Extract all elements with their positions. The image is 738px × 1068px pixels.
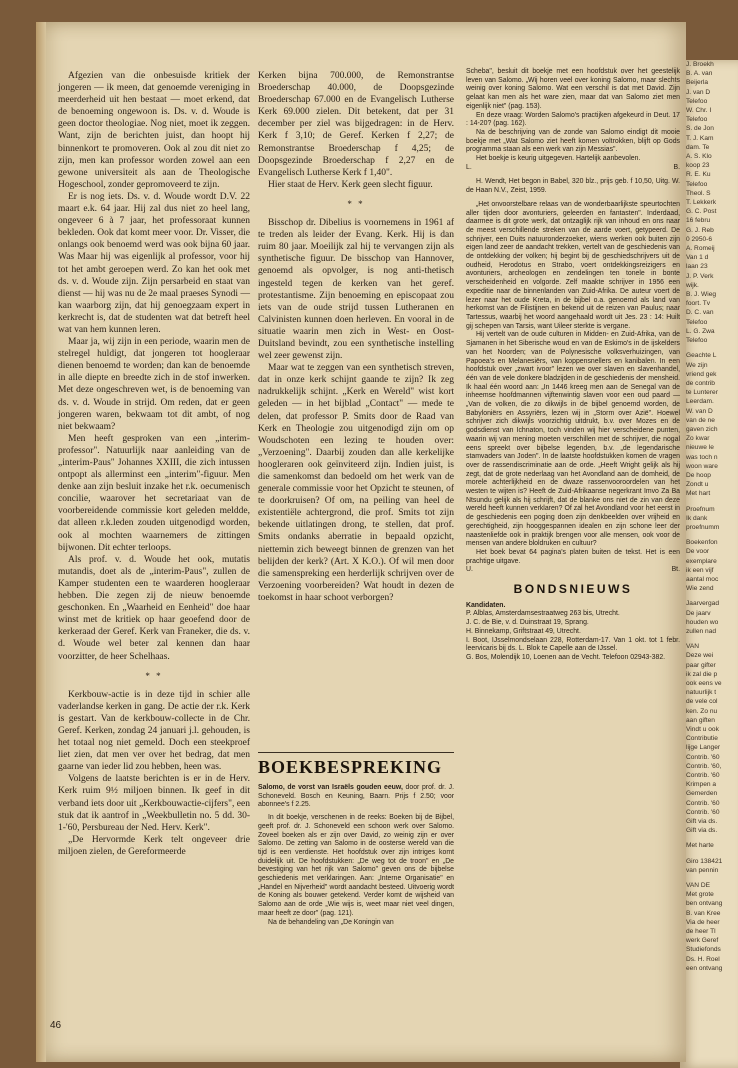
adjacent-page-line: Contrib. '60: [686, 753, 720, 761]
adjacent-page-line: Giro 138421: [686, 857, 723, 865]
adjacent-page-line: aan giften: [686, 716, 715, 724]
column-1: [58, 70, 250, 858]
adjacent-page-line: natuurlijk t: [686, 689, 717, 697]
adjacent-page-line: ook eens ve: [686, 680, 722, 687]
adjacent-page-line: Contrib. '60: [686, 772, 720, 780]
paragraph: Kerken bijna 700.000, de Remonstrantse Broederschap 40.000, de Doopsgezinde Broederschap 67.000 en de Evangelisch Lutherse Kerk 69.000 zielen. Dit betekent, dat per 31 december per ziel was bijgedragen: in de Herv. Kerk f 3,10; de Geref. Kerken f 2,27; de Remonstrantse Broederschap f 4,25; de Doopsgezinde Broederschap f 2,27 en de Evangelisch Lutherse Kerk f 1,40".: [258, 71, 454, 178]
paragraph: Men heeft gesproken van een „interim-professor". Natuurlijk naar aanleiding van de „interim-Paus" Johannes XXIII, die zich intussen ontpopt als allerminst een „interim"-figuur. Men denke aan zijn besluit inzake het r.k. oecumenisch concilie, waarover het secretariaat van de voorbereidende commissie kort geleden meldde, dat alleen r.k.leden zouden uitgenodigd worden, ook al mochten waarnemers de zittingen bijwonen. Dit echter terloops.: [58, 433, 250, 553]
paragraph: Afgezien van die onbesuisde kritiek der jongeren — ik meen, dat genoemde vereniging in meerderheid uit hen bestaat — moet erkend, dat de benoeming ongewoon is. Ds. v. d. Woude is geen doctor theologiae. Nog niet, moet ik zeggen. Want, zijn de berichten juist, dan hoopt hij binnenkort te promoveren. Ook al zou dit niet zo zijn, men kan professor worden zowel aan een gewone universiteit als aan de Theologische Hogeschool, zonder gepromoveerd te zijn.: [58, 71, 250, 190]
adjacent-page-line: aantal moc: [686, 575, 719, 583]
paragraph: Maar ja, wij zijn in een periode, waarin men de stelregel huldigt, dat jongeren tot hoogleraar dienen benoemd te worden; dan kan de benoemde in alle diepte en breedte zich in de stof inwerken. Met deze ongeschreven wet, is de benoeming van ds. v. d. Woude in strijd. Om reden, dat er geen jongeren waren, bekwaam tot dit ambt, of nog niet bekwaam?: [58, 337, 250, 432]
adjacent-page-line: Theol. S: [686, 189, 711, 197]
review-paragraph: Na de behandeling van „De Koningin van: [268, 918, 394, 926]
list-item: I. Boot, IJsselmondselaan 228, Rotterdam-17. Van 1 okt. tot 1 febr. leervicaris bij ds. L. Blok te Capelle aan de IJssel.: [466, 636, 680, 653]
adjacent-page-line: laan 23: [686, 263, 708, 271]
adjacent-page-line: De hoop: [686, 471, 711, 479]
adjacent-page-line: 0 2950-6: [686, 235, 713, 243]
adjacent-page-line: J. P. Verk: [686, 272, 714, 280]
adjacent-page-line: Contributie: [686, 735, 718, 743]
adjacent-page-line: Contrib. '60: [686, 799, 720, 807]
book-entry: [258, 784, 454, 810]
column-2: [258, 70, 454, 604]
signature-line: [466, 566, 680, 575]
adjacent-page-line: De voor: [686, 548, 710, 556]
adjacent-page-line: Deze wei: [686, 652, 714, 660]
adjacent-page-line: Ds. H. Roel: [686, 955, 720, 963]
adjacent-page-line: Gift via ds.: [686, 818, 718, 826]
adjacent-page-line: G. C. Post: [686, 208, 717, 216]
adjacent-page-line: Telefoo: [686, 97, 708, 105]
review-paragraph: In dit boekje, verschenen in de reeks: Boeken bij de Bijbel, geeft prof. dr. J. Schoneveld een schoon werk over Salomo. Zoveel boeken als er zijn over David, zo weinig zijn er over Salomo. De zetting van Salomo in de oosterse wereld van die tijd is een verdienste. Het hoofdstuk over zijn intriges komt duidelijk uit. De hoofdstukken: „De weg tot de troon" en „De bevestiging van het rijk van Salomo" geven ons de bijbelse geschiedenis met verklaringen. Aan: „Interne Organisatie" en „Handel en Nijverheid" wordt aandacht besteed. Uitvoerig wordt de Koning als bouwer getekend. Verder komt de wijsheid van Salomo aan de orde „Wie wijs is, weet maar niet veel dingen, maar heeft ze door" (pag. 121).: [258, 814, 454, 917]
paragraph: Na de beschrijving van de zonde van Salomo eindigt dit mooie boekje met „Wat Salomo ziet heeft komen voltrokken, blijft op Gods programma staan als een werk van zijn Messias".: [466, 128, 680, 154]
adjacent-page-line: Studiefonds: [686, 946, 721, 954]
paragraph: Scheba", besluit dit boekje met een hoofdstuk over het geestelijk leven van Salomo. „Wij horen veel over koning Salomo, maar slechts weinig over koning Salomo. Wat een verschil is dat met David. Zijn gelaat kan men als het ware zien, maar dat van Salomo ziet men eigenlijk niet" (pag. 153).: [466, 68, 680, 110]
paragraph: Volgens de laatste berichten is er in de Herv. Kerk ruim 9½ miljoen binnen. Ik geef in dit verband iets door uit „Kerkbouwactie-cijfers", een stuk dat ik aantrof in „Weekbulletin no. 5 dd. 30-1-'60, Persbureau der Ned. Herv. Kerk".: [58, 774, 250, 833]
adjacent-page-line: houden wo: [686, 618, 719, 626]
adjacent-page-line: Wie zend: [686, 585, 714, 593]
paragraph: Hij vertelt van de oude culturen in Midden- en Zuid-Afrika, van de Sjamanen in het Siberische woud en van de Eskimo's in de ijskelders van het Noorden; van de Polynesische volksverhuizingen, van Papoea's en Melanesiërs, van koppensnellers en kanibalen. In een hoofdstuk over „zwart ivoor" lezen we over slaven en slavenhandel, één van de vele donkere bladzijden in de geschiedenis der mensheid. Ik haal één woord aan: „In 1446 kreeg men aan de Senegal van de inheemse hoofdmannen vijftenwintig slaven voor een oud paard — „Van de volken, die zo dikwijls in de bijbel genoemd worden, de Babyloniërs en Assyriërs, lezen wij in „Storm over Azië". Hoewel schrijver zich dikwijls voorzichtig uitdrukt, b.v. over Mozes en de godsdienst van Ichnaton, toch vinden wij hier verscheidene punten, waarin wij van mening moeten verschillen met de schrijver, die nogal eens spreekt over bijbelse legenden, b.v. „de legendarische stamvaders van Joden". In de laatste hoofdstukken komen de vragen over de rassendiscriminatie aan de orde. „Heeft Wright gelijk als hij zegt, dat de grote nederlaag van het Avondland aan de domheid, de morele achterlijkheid en de dwaze rassenvooroordelen van het westen te wijten is? Heeft de Zuid-Afrikaanse negerkrant Imvo Za Ba Ntsundu gelijk als hij schrijft, dat de blanke ons niet de zin van deze wereld heeft kunnen verklaren? Of zal het Avondland voor het eerst in de geschiedenis een poging doen zijn denkbeelden over vrijheid en gerechtigheid, zijn hooggespannen idealen en zijn schone leer der naastenliefde ook in praktijk brengen voor alle mensen, ook voor de mensen van andere bloldruken en cultuur?: [466, 331, 680, 548]
adjacent-page-line: dam. Te: [686, 143, 710, 151]
adjacent-page-line: Met harte: [686, 842, 714, 850]
adjacent-page: [680, 60, 738, 1068]
adjacent-page-line: Proefnum: [686, 505, 715, 513]
adjacent-page-line: Telefoo: [686, 318, 708, 326]
paragraph: Bisschop dr. Dibelius is voornemens in 1961 af te treden als leider der Evang. Kerk. Hij is dan ruim 80 jaar. Moeilijk zal hij te vervangen zijn als synthetische figuur. De bisschop van Hannover, genoemd als opvolger, is nog anti-thetisch ingesteld tegen de kerken van het geref. protestantisme. Zijn benoeming en episcopaat zou iets van de oude strijd tussen Lutheranen en Calvinisten kunnen doen herleven. En vooral in de situatie waarin men zich in West- en Oost-Duitsland bevindt, zou een synthetische instelling wel zeer gewenst zijn.: [258, 218, 454, 362]
adjacent-page-line: W. Chr. I: [686, 107, 712, 115]
adjacent-page-line: Met grote: [686, 891, 714, 899]
adjacent-page-line: nieuwe le: [686, 444, 714, 452]
section-divider: * *: [347, 198, 365, 209]
review-heading: BOEKBESPREKING: [258, 757, 443, 777]
adjacent-page-line: Jaarvergad: [686, 600, 719, 608]
adjacent-page-line: T. J. Kam: [686, 134, 714, 142]
adjacent-page-line: woon ware: [686, 462, 718, 470]
adjacent-page-line: VAN: [686, 643, 700, 651]
bondsnieuws-heading: BONDSNIEUWS: [513, 582, 633, 597]
paragraph: Kerkbouw-actie is in deze tijd in schier alle vaderlandse kerken in gang. De actie der r.k. Kerk is gestart. Van de kerkbouw-collecte in de Chr. Geref. Kerken, zondag 24 januari j.l. gehouden, is het totaal nog niet gemeld. Doch een steekproef liet zien, dat men ver over het bedrag, dat men gaarne van ieder lid zou hebben, heen was.: [58, 689, 250, 773]
divider-rule: [258, 752, 454, 753]
adjacent-page-line: Via de heer: [686, 918, 720, 926]
adjacent-page-line: vriend gek: [686, 370, 717, 378]
paragraph: Er is nog iets. Ds. v. d. Woude wordt D.V. 22 maart e.k. 64 jaar. Hij zal dus niet zo heel lang, ongeveer 6 à 7 jaar, het professoraat kunnen bekleden. Ook dat komt meer voor. Dr. Visser, die onlangs ook benoemd werd was ook bijna 60 jaar. Was Maar hij was eigenlijk al professor, voor hij tot het ambt geroepen werd. Zo kan het ook met ds. v. d. Woude zijn. Zijn persarbeid en staat van dienst — hij was nu de 2e maal praeses Synodi — kan waarborg zijn, dat hij genoegzaam expert in kerkrecht is, dat de studenten wat dat betreft heel wat van hem kunnen leren.: [58, 191, 250, 335]
adjacent-page-line: Telefoo: [686, 180, 708, 188]
adjacent-page-line: Zondt u: [686, 481, 709, 489]
adjacent-page-line: B. A. van: [686, 70, 713, 78]
section-divider: * *: [145, 670, 163, 681]
adjacent-page-line: Contrib. '60: [686, 808, 720, 816]
adjacent-page-line: A. Romeij: [686, 245, 715, 253]
signature-line: [466, 164, 680, 173]
adjacent-page-line: L. G. Zwa: [686, 327, 715, 335]
adjacent-page-line: Leerdam.: [686, 398, 714, 406]
adjacent-page-line: Telefoo: [686, 116, 708, 124]
adjacent-page-line: lijge Langer: [686, 744, 721, 752]
adjacent-page-line: De jaarv: [686, 609, 711, 617]
signature: L.: [466, 163, 472, 171]
adjacent-page-line: gaven zich: [686, 425, 718, 433]
adjacent-page-line: wijk.: [686, 281, 699, 289]
adjacent-page-line: G. J. Reb: [686, 226, 714, 234]
adjacent-page-line: Contrib. '60,: [686, 762, 722, 770]
paragraph: Het boekje is keurig uitgegeven. Hartelijk aanbevolen.: [476, 155, 641, 163]
adjacent-page-line: van pennin: [686, 866, 719, 874]
book-title: Salomo, de vorst van Israëls gouden eeuw,: [258, 784, 403, 791]
adjacent-page-line: een ontvang: [686, 964, 723, 972]
adjacent-page-line: ken. Zo nu: [686, 707, 718, 715]
column-3: [466, 68, 680, 663]
signature: B.: [673, 163, 680, 171]
adjacent-page-line: paar gifter: [686, 661, 716, 669]
paragraph: „Het onvoorstelbare relaas van de wonderbaarlijkste speurtochten aller tijden door avonturiers, geleerden en fantasten". Inderdaad, daarmee is dit grote werk, dat ontzaglijk rijk van inhoud en ons naar de meest verschillende streken van de aarde voert, getypeerd. De schrijver, een Duits natuuronderzoeker, wiens werken ook buiten zijn eigen land zeer de aandacht trekken, vertelt van de geschiedenis van de ontdekking der volken; hij begint bij de geschiedschrijvers uit de oudheid, Herodotus en Strabo, voert ontdekkingsreizigers en avonturiers, archeologen en zendelingen ten tonele in bonte verscheidenheid en volgorde. Zelf maakte schrijver in 1956 een expeditie naar de binnenlanden van Zuid-Afrika. De auteur voert de lezer naar het oude Kreta, in de bijbel o.a. genoemd als land van herkomst van de Filistijnen en bekend uit de reizen van Paulus; naar Tartessus, waarbij het woord aangehaald wordt uit Jes. 23 : 14: Huilt gij schepen van Tarsis, want Uileer sterkte is verganе.: [466, 200, 680, 330]
adjacent-page-line: J. van D: [686, 88, 711, 96]
page-number: 46: [50, 1020, 62, 1031]
adjacent-page-line: Krimpen a: [686, 781, 717, 789]
paragraph: Als prof. v. d. Woude het ook, mutatis mutandis, doet als de „interim-Paus", zullen de Kamper studenten een te waarderen hoogleraar hebben. Die zegen zij de nieuw benoemde geschonken. En „Waarheid en Eenheid" doe haar winst met de kritiek op haar geoefend door de kerkeraad der Geref. Kerk van Franeker, die ds. v. d. Woude wel beter zal kennen dan haar voorzitter, de heer Schelhaas.: [58, 554, 250, 662]
adjacent-page-line: ik een vijf: [686, 566, 714, 574]
adjacent-page-line: 16 febru: [686, 217, 711, 225]
adjacent-page-line: Ik dank: [686, 514, 708, 522]
adjacent-page-line: A. S. Klo: [686, 153, 712, 161]
adjacent-page-line: de vele col: [686, 698, 718, 706]
bondsnieuws-subheading: Kandidaten.: [466, 601, 506, 609]
adjacent-page-line: S. de Jon: [686, 125, 714, 133]
adjacent-page-line: de heer Tl: [686, 928, 716, 936]
list-item: J. C. de Bie, v. d. Duinstraat 19, Sprang.: [466, 619, 589, 627]
adjacent-page-line: van de ne: [686, 416, 715, 424]
adjacent-page-line: proefnumm: [686, 523, 720, 531]
adjacent-page-line: Vindt u ook: [686, 726, 719, 734]
book-review-section: [258, 752, 454, 927]
adjacent-page-line: Van 1 d: [686, 254, 709, 262]
page-edge: [36, 22, 46, 1062]
adjacent-page-line: J. Broekh: [686, 61, 714, 68]
list-item: P. Alblas, Amsterdamsestraatweg 263 bis, Utrecht.: [466, 610, 620, 618]
adjacent-page-line: foort. Tv: [686, 300, 711, 308]
adjacent-page-line: zullen nad: [686, 627, 717, 635]
book-meta: door prof. dr. J. Schoneveld. Bosch en Keuning, Baarn. Prijs f 2.50; voor abonnee's f 2.25.: [258, 784, 454, 809]
signature: U.: [466, 566, 473, 574]
adjacent-page-line: R. E. Ku: [686, 171, 711, 179]
paragraph: Hier staat de Herv. Kerk geen slecht figuur.: [268, 179, 433, 190]
adjacent-page-line: exemplare: [686, 557, 717, 565]
signature: Bt.: [671, 566, 680, 574]
adjacent-page-line: VAN DE: [686, 882, 711, 890]
adjacent-page-line: Met hart: [686, 490, 711, 498]
adjacent-page-line: werk Geref: [686, 937, 719, 945]
adjacent-page-line: was toch n: [686, 453, 718, 461]
adjacent-page-line: Geachte L: [686, 352, 717, 360]
adjacent-page-line: Boekenfon: [686, 539, 718, 547]
adjacent-page-line: Gift via ds.: [686, 827, 718, 835]
adjacent-page-line: D. C. van: [686, 309, 714, 317]
book-meta: H. Wendt, Het begon in Babel, 320 blz., prijs geb. f 10,50, Uitg. W. de Haan N.V., Zeist, 1959.: [466, 178, 680, 195]
adjacent-page-line: T. Lekkerk: [686, 199, 717, 207]
adjacent-page-line: te Lunterer: [686, 389, 718, 397]
list-item: H. Binnekamp, Griftstraat 49, Utrecht.: [466, 627, 581, 635]
paragraph: Het boek bevat 64 pagina's platen buiten de tekst. Het is een prachtige uitgave.: [466, 548, 680, 565]
adjacent-page-line: Zo kwar: [686, 435, 710, 443]
paragraph: „De Hervormde Kerk telt ongeveer drie miljoen zielen, de Gereformeerde: [58, 834, 250, 857]
adjacent-page-line: Telefoo: [686, 337, 708, 345]
adjacent-page-line: koop 23: [686, 162, 710, 170]
adjacent-page-line: B. J. Wieg: [686, 291, 717, 299]
adjacent-page-line: Beijerla: [686, 79, 708, 87]
paragraph: Maar wat te zeggen van een synthetisch streven, dat in onze kerk schijnt gaande te zijn? Ik zeg nadrukkelijk schijnt. „Kerk en Wereld" wist kort geleden — in het bijblad „Contact" — mede te delen, dat professor P. Smits door de Raad van Kerk en Theologie zou uitgenodigd zijn om op Woudschoten een lezing te houden over: „Verzoening". Daarbij zouden dan alle kerkelijke hoogleraren ook geïnviteerd zijn. Indien juist, is die samenkomst dan bedoeld om het werk van de generale commissie voor het Opzicht te steunen, of te doorkruisen? Of om, na peiling van heel de existentiële achtergrond, die prof. Smits tot zijn bekende uitlatingen drong, te stellen, dat prof. Smits ondanks aberratie in bepaald opzicht, niettemin zich beweegt binnen de grenzen van het belijden der kerk? (Art. X K.O.). Of wil men door die samenspreking een herderlijk schrijven over de Verzoening voorbereiden? Wat houdt in dezen de toekomst in haar schoot verborgen?: [258, 363, 454, 603]
adjacent-page-line: B. van Kree: [686, 909, 721, 917]
adjacent-page-line: W. van D: [686, 407, 713, 415]
adjacent-page-line: de contrib: [686, 379, 715, 387]
paragraph: En deze vraag: Worden Salomo's practijken afgekeurd in Deut. 17 : 14-20? (pag. 162).: [466, 111, 680, 128]
list-item: G. Bos, Molendijk 10, Loenen aan de Vecht. Telefoon 02943-382.: [466, 654, 666, 661]
adjacent-page-line: ben ontvang: [686, 900, 723, 908]
adjacent-page-line: Gemerden: [686, 790, 718, 798]
adjacent-page-line: We zijn: [686, 361, 708, 369]
adjacent-page-line: ik zal die p: [686, 670, 718, 678]
